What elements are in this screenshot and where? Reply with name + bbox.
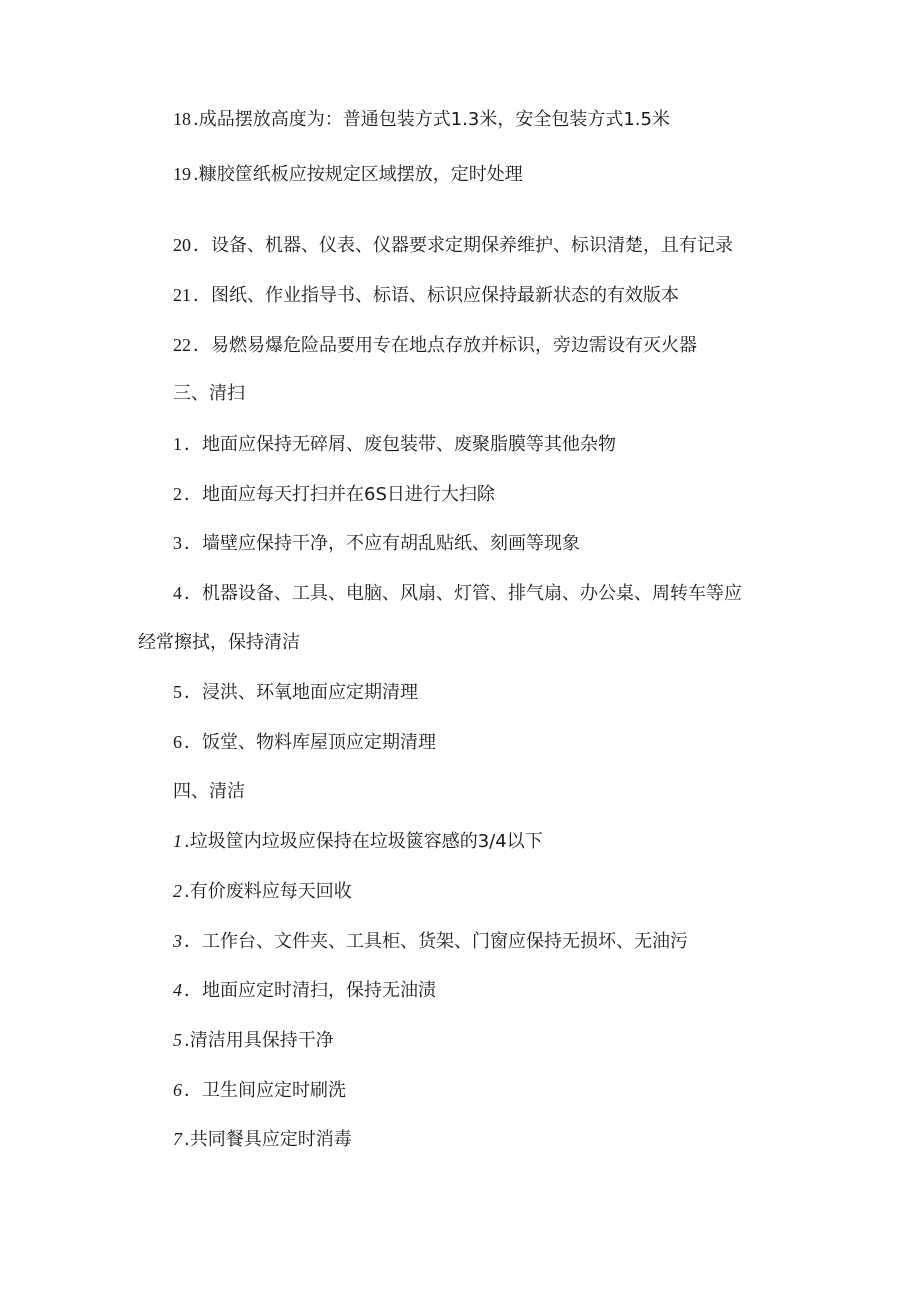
list-item [173, 107, 670, 132]
item-text: .糠胶筐纸板应按规定区域摆放，定时处理 [193, 164, 523, 185]
item-text: ．墙壁应保持干净，不应有胡乱贴纸、刻画等现象 [184, 533, 580, 554]
item-number: 5 [173, 682, 182, 702]
item-text: .成品摆放高度为：普通包装方式1.3米，安全包装方式1.5米 [193, 109, 670, 130]
item-number: 4 [173, 583, 182, 603]
item-text: ．卫生间应定时刷洗 [184, 1080, 346, 1101]
item-text: .共同餐具应定时消毒 [184, 1129, 352, 1150]
item-number: 4 [173, 980, 182, 1000]
item-text: ．浸洪、环氧地面应定期清理 [184, 682, 418, 703]
item-text: ．地面应保持无碎屑、废包装带、废聚脂膜等其他杂物 [184, 434, 616, 455]
item-number: 2 [173, 484, 182, 504]
list-item [173, 829, 543, 854]
item-number: 5 [173, 1030, 182, 1050]
item-text: ．设备、机器、仪表、仪器要求定期保养维护、标识清楚，且有记录 [193, 235, 733, 256]
list-item [173, 432, 616, 457]
item-number: 20 [173, 235, 191, 255]
list-item [173, 680, 418, 705]
item-text: ．饭堂、物料库屋顶应定期清理 [184, 732, 436, 753]
section-heading: 四、清洁 [173, 781, 245, 802]
item-text: ．图纸、作业指导书、标语、标识应保持最新状态的有效版本 [193, 285, 679, 306]
list-item [173, 1028, 334, 1053]
item-text: .清洁用具保持干净 [184, 1030, 334, 1051]
item-number: 22 [173, 335, 191, 355]
item-number: 18 [173, 109, 191, 129]
item-number: 2 [173, 881, 182, 901]
item-text: .垃圾筐内垃圾应保持在垃圾篋容感的3/4以下 [184, 831, 543, 852]
list-item [173, 978, 436, 1003]
item-number: 19 [173, 164, 191, 184]
item-text: ．地面应定时清扫，保持无油渍 [184, 980, 436, 1001]
item-text: ．地面应每天打扫并在6S日进行大扫除 [184, 484, 495, 505]
list-item [173, 929, 688, 954]
item-number: 21 [173, 285, 191, 305]
list-item-continuation: 经常擦拭，保持清洁 [138, 632, 300, 653]
list-item [173, 333, 697, 358]
list-item [173, 283, 679, 308]
list-item [173, 581, 742, 606]
list-item [173, 482, 495, 507]
item-text: ．易燃易爆危险品要用专在地点存放并标识，旁边需设有灭火器 [193, 335, 697, 356]
item-number: 6 [173, 732, 182, 752]
list-item [173, 879, 352, 904]
item-number: 3 [173, 931, 182, 951]
item-number: 7 [173, 1129, 182, 1149]
list-item [173, 531, 580, 556]
item-number: 1 [173, 434, 182, 454]
list-item [173, 233, 733, 258]
list-item [173, 1127, 352, 1152]
list-item [173, 162, 523, 187]
item-text: ．工作台、文件夹、工具柜、货架、门窗应保持无损坏、无油污 [184, 931, 688, 952]
section-heading: 三、清扫 [173, 383, 245, 404]
list-item [173, 730, 436, 755]
list-item [173, 1078, 346, 1103]
item-number: 6 [173, 1080, 182, 1100]
item-number: 1 [173, 831, 182, 851]
item-text: .有价废料应每天回收 [184, 881, 352, 902]
item-number: 3 [173, 533, 182, 553]
item-text: ．机器设备、工具、电脑、风扇、灯管、排气扇、办公桌、周转车等应 [184, 583, 742, 604]
